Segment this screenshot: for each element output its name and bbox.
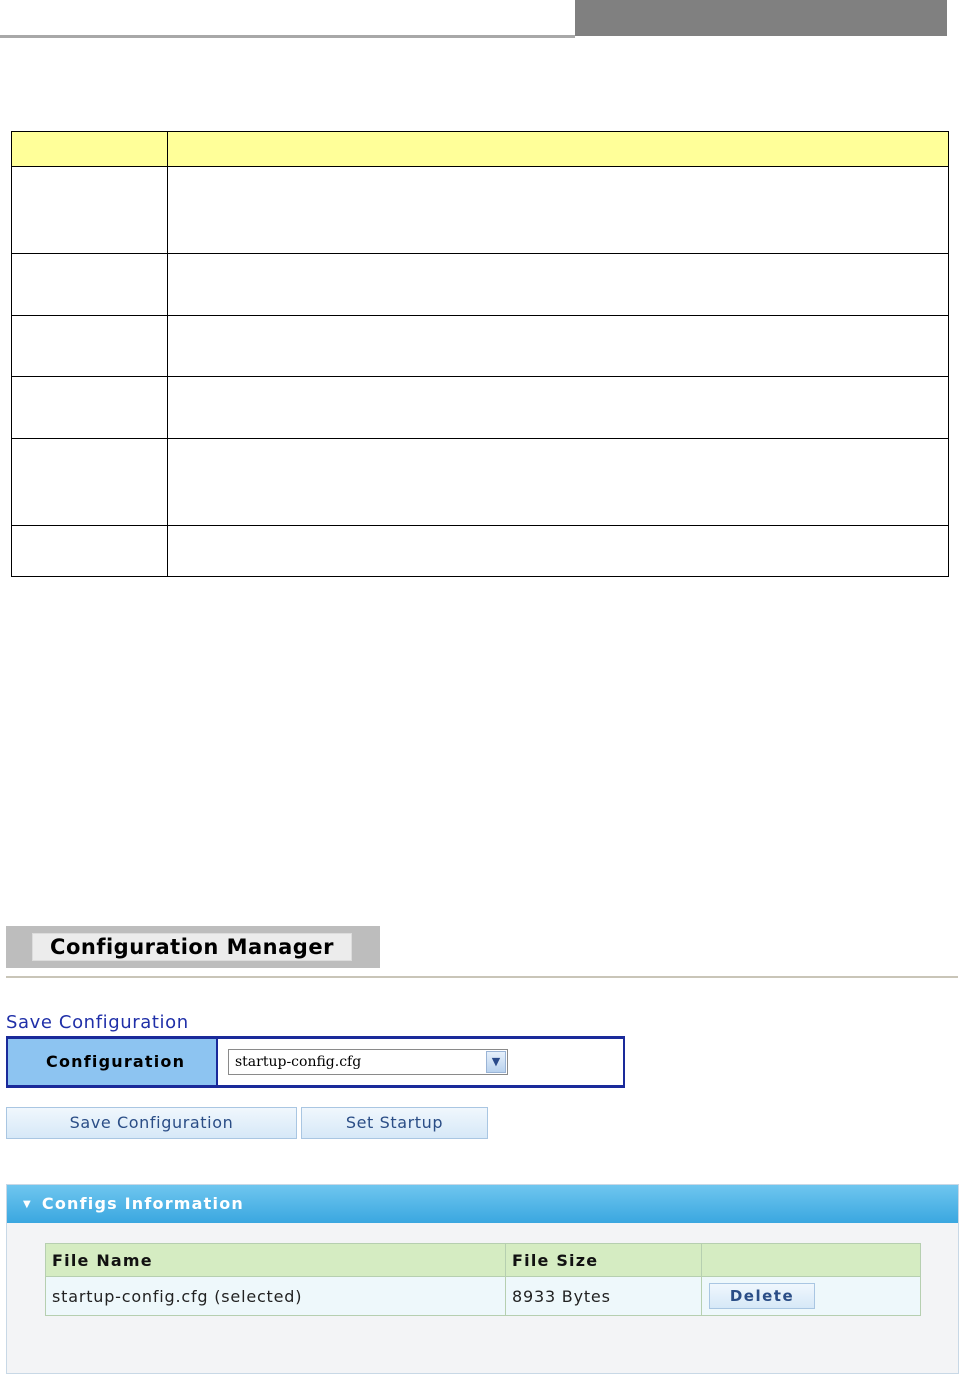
save-configuration-heading: Save Configuration — [6, 1012, 189, 1033]
description-table — [11, 131, 949, 577]
table-row — [12, 167, 949, 254]
save-configuration-button[interactable]: Save Configuration — [6, 1107, 297, 1139]
configuration-row — [6, 1036, 625, 1088]
table-row — [12, 439, 949, 526]
header-cell-description — [168, 132, 949, 167]
configuration-select-value: startup-config.cfg — [235, 1054, 362, 1070]
configs-information-header[interactable] — [7, 1185, 958, 1223]
table-row — [46, 1277, 921, 1316]
title-divider — [6, 976, 958, 978]
header-rule — [0, 35, 575, 38]
table-row — [12, 254, 949, 316]
column-header-file-size: File Size — [506, 1244, 702, 1277]
configuration-label: Configuration — [8, 1039, 218, 1085]
configs-table-header — [46, 1244, 921, 1277]
configuration-select[interactable] — [228, 1049, 508, 1075]
header-banner — [575, 0, 947, 36]
delete-button[interactable]: Delete — [709, 1283, 815, 1309]
file-name-cell: startup-config.cfg (selected) — [46, 1277, 506, 1316]
set-startup-button[interactable]: Set Startup — [301, 1107, 488, 1139]
table-row — [12, 377, 949, 439]
column-header-action — [702, 1244, 921, 1277]
configs-information-title: Configs Information — [41, 1194, 244, 1213]
header-cell-object — [12, 132, 168, 167]
chevron-down-icon[interactable]: ▼ — [486, 1051, 506, 1073]
file-size-cell: 8933 Bytes — [506, 1277, 702, 1316]
table-row — [12, 526, 949, 577]
column-header-file-name: File Name — [46, 1244, 506, 1277]
action-cell — [702, 1277, 921, 1316]
collapse-triangle-icon[interactable]: ▼ — [23, 1199, 32, 1210]
config-manager-title-bar — [6, 926, 380, 968]
table-row — [12, 316, 949, 377]
configs-information-panel — [6, 1184, 959, 1374]
configs-table — [45, 1243, 921, 1316]
table-header-row — [12, 132, 949, 167]
page-title: Configuration Manager — [32, 933, 352, 961]
